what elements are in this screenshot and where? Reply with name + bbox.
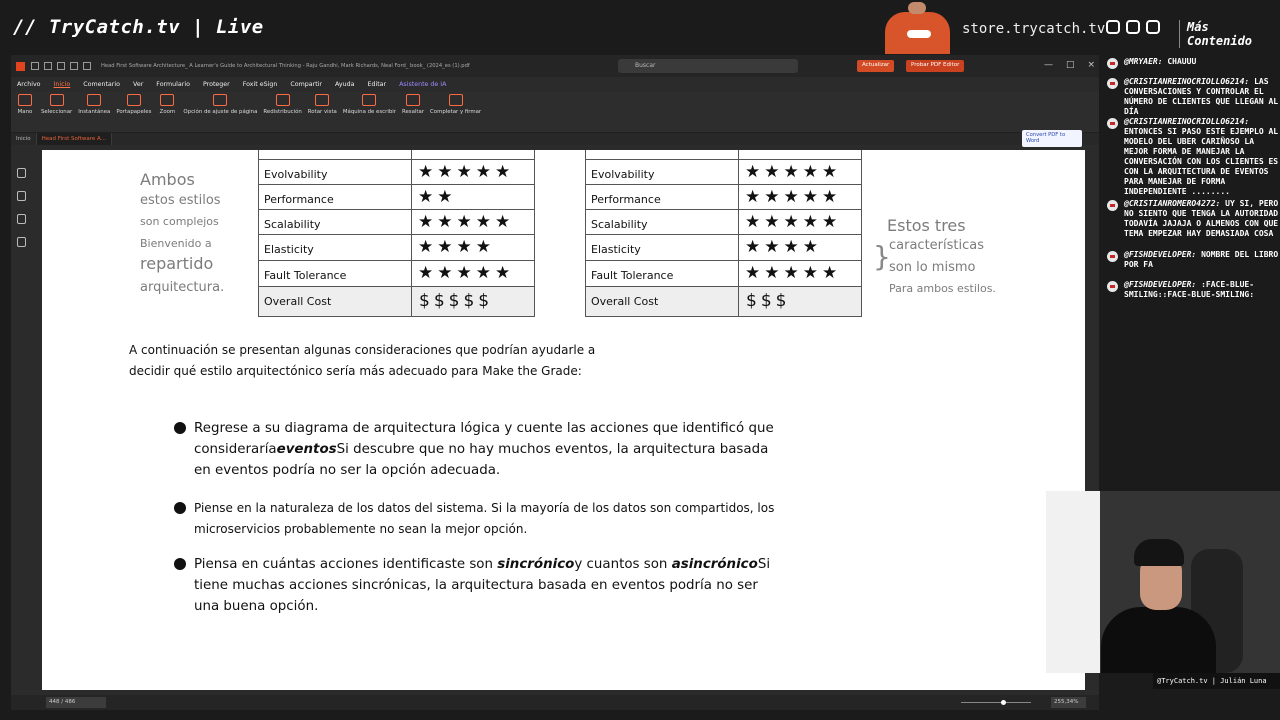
comments-icon[interactable]	[17, 214, 26, 224]
left-note-line-6: arquitectura.	[140, 280, 225, 295]
document-tabs	[11, 133, 1099, 145]
rotate-view-tool[interactable]: Rotar vista	[308, 94, 337, 130]
chat-message: @MRYAER: CHAUUU	[1104, 57, 1279, 67]
table-row: Scalability ★★★★★	[586, 209, 861, 234]
stream-brand: // TryCatch.tv | Live	[13, 16, 264, 38]
social-icons	[1106, 20, 1160, 34]
store-url: store.trycatch.tv	[962, 21, 1106, 37]
right-note-line-1: Estos tres	[887, 216, 966, 235]
ribbon-toolbar	[11, 92, 1099, 133]
table-row: Elasticity ★★★★	[259, 234, 534, 260]
table-row: Evolvability ★★★★★	[586, 159, 861, 184]
chat-avatar-icon	[1107, 118, 1118, 129]
left-note-line-2: estos estilos	[140, 193, 221, 208]
menu-foxit-esign[interactable]: Foxit eSign	[242, 81, 278, 88]
chat-message: @CRISTIANREINOCRIOLLO6214: LAS CONVERSACIONES Y CONTROLAR EL NÚMERO DE CLIENTES QUE LLEGAN AL DÍA	[1104, 77, 1279, 117]
clipboard-tool[interactable]: Portapapeles	[116, 94, 151, 130]
zoom-tool[interactable]: Zoom	[157, 94, 177, 130]
pdf-reader-window	[11, 55, 1099, 710]
menu-compartir[interactable]: Compartir	[290, 81, 323, 88]
document-page[interactable]: Ambos estos estilos son complejos Bienvenido a repartido arquitectura. Evolvability ★★★★★ Performance ★★ Scalability ★★★★★ Elasticity ★★★★ Fault Tolerance ★★★★★ Overall Cost $$$$$ Evolvability ★★★★★ Performance ★★★★★ Scalability ★★★★★ Elasticity ★★★★ Fault Tolerance ★★★★★ Overall Cost $$$ } Estos tres características son lo mismo Para ambos estilos. A continuación se presentan algunas consideraciones que podrían ayudarle a decidir qué estilo arquitectónico sería más adecuado para Make the Grade: Regrese a su diagrama de arquitectura lógica y cuente las acciones que identificó que consideraríaeventosSi descubre que no hay muchos eventos, la arquitectura basada en eventos podría no ser la opción adecuada. Piense en la naturaleza de los datos del sistema. Si la mayoría de los datos son compartidos, los microservicios probablemente no sean la mejor opción. Piensa en cuántas acciones identificaste son sincrónicoy cuantos son asincrónicoSi tiene muchas acciones sincrónicas, la arquitectura basada en eventos podría no ser una buena opción.	[42, 150, 1085, 690]
bookmark-icon[interactable]	[17, 168, 26, 178]
bullet-dot-icon	[174, 502, 186, 514]
chat-avatar-icon	[1107, 58, 1118, 69]
update-button[interactable]: Actualizar	[857, 60, 894, 72]
menu-editar[interactable]: Editar	[367, 81, 387, 88]
chat-avatar-icon	[1107, 78, 1118, 89]
snapshot-icon	[87, 94, 101, 106]
try-pdf-editor-button[interactable]: Probar PDF Editor	[906, 60, 964, 72]
clipboard-icon	[127, 94, 141, 106]
table-row: Performance ★★	[259, 184, 534, 209]
stream-header	[0, 0, 1280, 54]
right-note-line-3: son lo mismo	[889, 260, 976, 275]
window-controls	[1044, 60, 1095, 70]
menu-ai-assistant[interactable]: Asistente de IA	[399, 81, 447, 88]
pages-icon[interactable]	[17, 191, 26, 201]
instagram-icon	[1106, 20, 1120, 34]
print-icon[interactable]	[57, 62, 65, 70]
left-note-line-4: Bienvenido a	[140, 237, 212, 250]
snapshot-tool[interactable]: Instantánea	[78, 94, 110, 130]
table-row: Fault Tolerance ★★★★★	[586, 260, 861, 286]
title-bar	[11, 55, 1099, 77]
page-fit-icon	[213, 94, 227, 106]
brace-icon: }	[873, 240, 891, 273]
page-number-input[interactable]: 448 / 486	[46, 697, 106, 708]
left-note-line-5: repartido	[140, 254, 214, 273]
table-row: Overall Cost $$$$$	[259, 286, 534, 316]
restore-icon[interactable]: □	[1065, 60, 1075, 70]
hand-tool[interactable]: Mano	[15, 94, 35, 130]
menu-inicio[interactable]: Inicio	[53, 81, 71, 88]
folder-icon[interactable]	[31, 62, 39, 70]
more-content-label: Más Contenido	[1179, 20, 1280, 48]
status-bar	[11, 695, 1099, 710]
table-row: Evolvability ★★★★★	[259, 159, 534, 184]
menu-ver[interactable]: Ver	[133, 81, 144, 88]
table-row: Fault Tolerance ★★★★★	[259, 260, 534, 286]
menu-bar	[11, 77, 1099, 92]
zoom-slider[interactable]	[961, 702, 1031, 703]
stream-caption: @TryCatch.tv | Julián Luna	[1153, 673, 1280, 689]
search-input[interactable]: Buscar	[618, 59, 798, 73]
chat-message: @FISHDEVELOPER: :FACE-BLUE-SMILING::FACE-BLUE-SMILING:	[1104, 280, 1279, 300]
live-chat	[1103, 53, 1280, 493]
bullet-dot-icon	[174, 558, 186, 570]
zoom-level-select[interactable]: 255,34%	[1051, 697, 1086, 708]
table-row: Scalability ★★★★★	[259, 209, 534, 234]
select-tool[interactable]: Seleccionar	[41, 94, 72, 130]
youtube-icon	[1146, 20, 1160, 34]
table-row: Performance ★★★★★	[586, 184, 861, 209]
page-fit-tool[interactable]: Opción de ajuste de página	[183, 94, 257, 130]
chat-message: @FISHDEVELOPER: NOMBRE DEL LIBRO POR FA	[1104, 250, 1279, 270]
save-icon[interactable]	[44, 62, 52, 70]
zoom-icon	[160, 94, 174, 106]
reflow-icon	[276, 94, 290, 106]
attachment-icon[interactable]	[17, 237, 26, 247]
pen-icon	[449, 94, 463, 106]
table-row: Overall Cost $$$	[586, 286, 861, 316]
typewriter-icon	[362, 94, 376, 106]
menu-comentario[interactable]: Comentario	[83, 81, 120, 88]
chat-message: @CRISTIANREINOCRIOLLO6214: ENTONCES SI PASO ESTE EJEMPLO AL MODELO DEL UBER CARIÑOSO LA MEJOR FORMA DE MANEJAR LA CONVERSACIÓN CON LOS CLIENTES ES CON LA ARQUITECTURA DE EVENTOS PARA MANEJAR DE FORMA INDEPENDIENTE ........	[1104, 117, 1279, 197]
left-note-line-1: Ambos	[140, 170, 195, 189]
tab-home[interactable]: Inicio	[11, 133, 37, 145]
chat-avatar-icon	[1107, 251, 1118, 262]
chat-message: @CRISTIANROMERO4272: UY SI, PERO NO SIENTO QUE TENGA LA AUTORIDAD TODAVÍA JAJAJA O ALMENOS CON QUE TEMA EMPEZAR HAY DEMASIADA COSA	[1104, 199, 1279, 239]
intro-paragraph: A continuación se presentan algunas consideraciones que podrían ayudarle a decidir qué estilo arquitectónico sería más adecuado para Make the Grade:	[129, 343, 596, 378]
zoom-slider-thumb[interactable]	[1001, 700, 1006, 705]
right-note-line-4: Para ambos estilos.	[889, 282, 996, 295]
tab-document[interactable]: Head First Software A...	[37, 133, 112, 145]
merch-shirt-image	[885, 12, 950, 54]
left-ratings-table	[258, 150, 535, 317]
typewriter-tool[interactable]: Máquina de escribir	[343, 94, 396, 130]
right-ratings-table	[585, 150, 862, 317]
fill-sign-tool[interactable]: Completar y firmar	[430, 94, 481, 130]
minimize-icon[interactable]: —	[1043, 60, 1053, 70]
undo-icon[interactable]	[70, 62, 78, 70]
chat-avatar-icon	[1107, 281, 1118, 292]
close-icon[interactable]: ×	[1087, 60, 1095, 70]
convert-pdf-to-word-button[interactable]: Convert PDF to Word	[1022, 130, 1082, 147]
rotate-icon	[315, 94, 329, 106]
chat-avatar-icon	[1107, 200, 1118, 211]
select-text-icon	[50, 94, 64, 106]
menu-formulario[interactable]: Formulario	[156, 81, 190, 88]
bullet-dot-icon	[174, 422, 186, 434]
menu-ayuda[interactable]: Ayuda	[335, 81, 355, 88]
foxit-logo-icon	[16, 62, 25, 71]
menu-archivo[interactable]: Archivo	[17, 81, 41, 88]
tiktok-icon	[1126, 20, 1140, 34]
hand-icon	[18, 94, 32, 106]
reflow-tool[interactable]: Redistribución	[263, 94, 301, 130]
menu-proteger[interactable]: Proteger	[202, 81, 230, 88]
left-side-panel	[11, 155, 32, 704]
quick-access-toolbar	[31, 62, 91, 70]
webcam-feed	[1046, 491, 1280, 673]
highlight-icon	[406, 94, 420, 106]
document-title: Head First Software Architecture_ A Learner's Guide to Architectural Thinking - Raju Gandhi, Mark Richards, Neal Ford_ book_ (2024_es (1).pdf	[101, 63, 470, 69]
table-row: Elasticity ★★★★	[586, 234, 861, 260]
left-note-line-3: son complejos	[140, 215, 219, 228]
highlight-tool[interactable]: Resaltar	[402, 94, 424, 130]
redo-icon[interactable]	[83, 62, 91, 70]
right-note-line-2: características	[889, 238, 984, 253]
